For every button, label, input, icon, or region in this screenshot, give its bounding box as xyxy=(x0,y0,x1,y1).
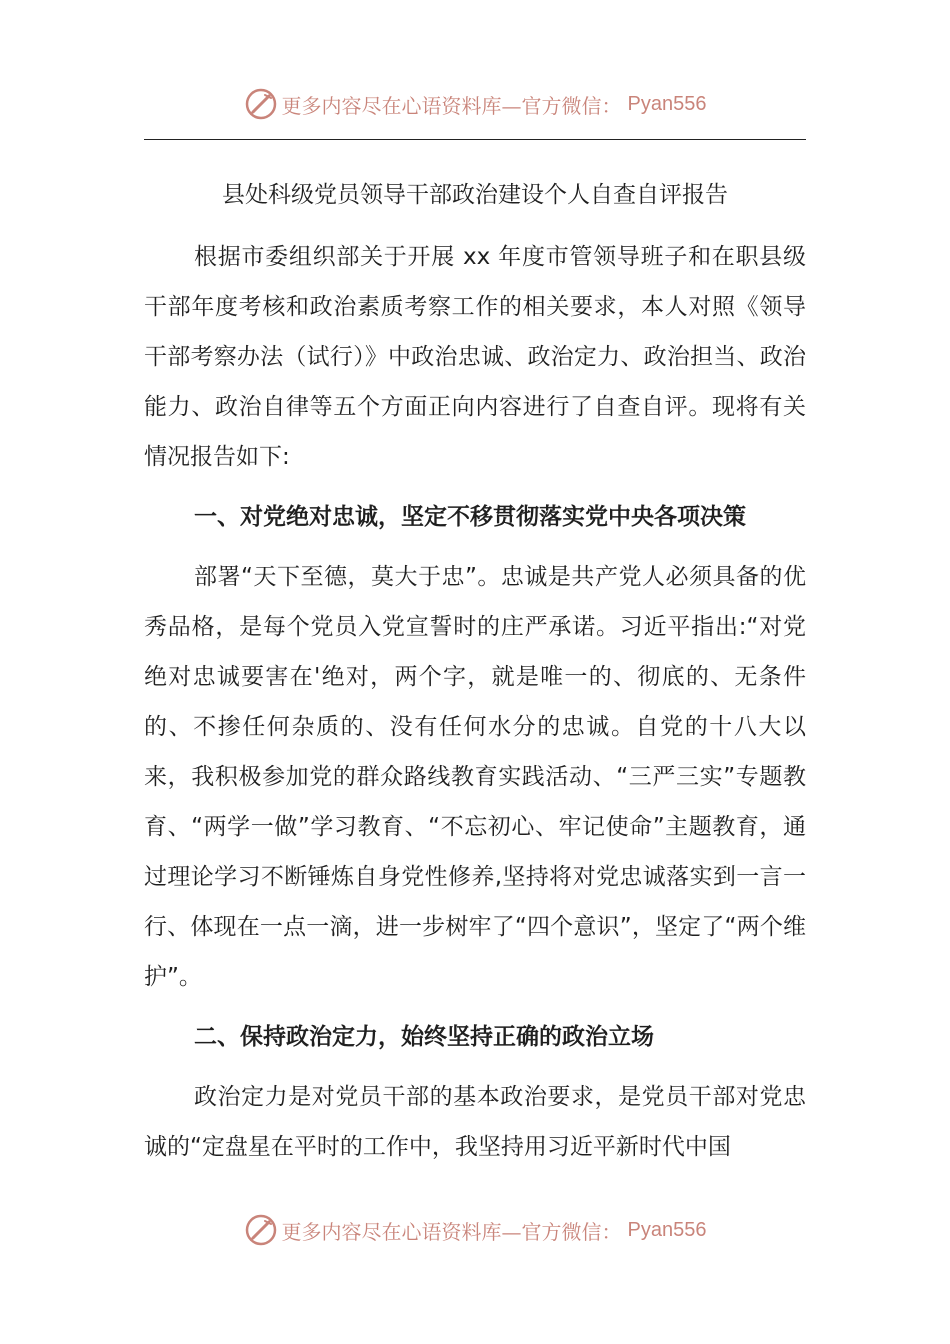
watermark-text: 更多内容尽在心语资料库—官方微信： xyxy=(281,1219,622,1244)
pen-circle-logo-icon xyxy=(244,1213,278,1247)
section-2-paragraph: 政治定力是对党员干部的基本政治要求，是党员干部对党忠诚的“定盘星在平时的工作中，我坚持用习近平新时代中国 xyxy=(144,1084,806,1160)
section-1-heading: 一、对党绝对忠诚，坚定不移贯彻落实党中央各项决策 xyxy=(194,504,746,530)
footer-watermark xyxy=(0,1210,950,1250)
header-watermark xyxy=(0,84,950,124)
header-divider xyxy=(144,139,806,140)
intro-paragraph: 根据市委组织部关于开展 xx 年度市管领导班子和在职县级干部年度考核和政治素质考察工作的相关要求，本人对照《领导干部考察办法（试行）》中政治忠诚、政治定力、政治担当、政治能力、政治自律等五个方面正向内容进行了自查自评。现将有关情况报告如下: xyxy=(144,244,806,470)
section-1-paragraph: 部署“天下至德，莫大于忠”。忠诚是共产党人必须具备的优秀品格，是每个党员入党宣誓时的庄严承诺。习近平指出:“对党绝对忠诚要害在'绝对，两个字，就是唯一的、彻底的、无条件的、不掺任何杂质的、没有任何水分的忠诚。自党的十八大以来，我积极参加党的群众路线教育实践活动、“三严三实”专题教育、“两学一做”学习教育、“不忘初心、牢记使命”主题教育，通过理论学习不断锤炼自身党性修养,坚持将对党忠诚落实到一言一行、体现在一点一滴，进一步树牢了“四个意识”，坚定了“两个维护”。 xyxy=(144,564,806,990)
document-body xyxy=(144,232,806,1172)
watermark-wechat-id: Pyan556 xyxy=(627,92,707,115)
watermark-wechat-id: Pyan556 xyxy=(627,1218,707,1241)
section-2-heading: 二、保持政治定力，始终坚持正确的政治立场 xyxy=(194,1024,654,1050)
document-title: 县处科级党员领导干部政治建设个人自查自评报告 xyxy=(222,182,728,208)
watermark-text: 更多内容尽在心语资料库—官方微信： xyxy=(281,93,622,118)
pen-circle-logo-icon xyxy=(244,87,278,121)
